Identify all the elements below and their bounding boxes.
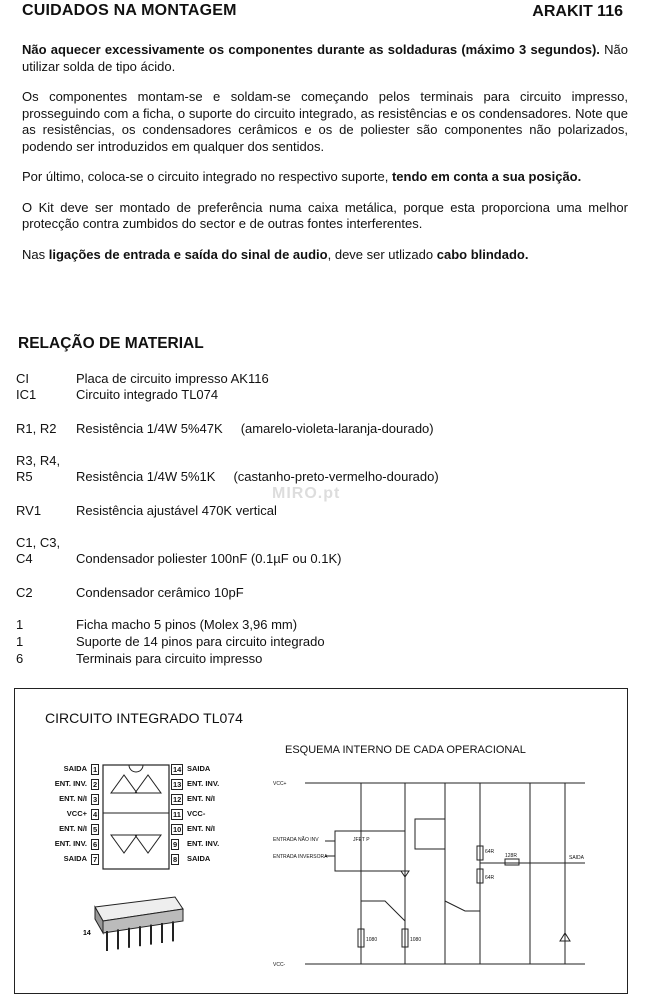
right-pin-number: 11 <box>173 810 181 819</box>
material-desc <box>76 585 262 601</box>
in-ni-label: ENTRADA NÃO INV <box>273 837 319 843</box>
material-desc <box>76 634 343 650</box>
diagram-box <box>14 688 628 994</box>
r1080a-label: 1080 <box>366 937 378 943</box>
r64a-label: 64R <box>485 849 495 855</box>
instructions <box>22 42 628 277</box>
r1080b-label: 1080 <box>410 937 422 943</box>
material-desc <box>76 535 94 551</box>
diagram-title: CIRCUITO INTEGRADO TL074 <box>45 710 243 726</box>
material-row <box>16 535 636 551</box>
product-code: ARAKIT 116 <box>532 3 623 20</box>
right-pin-number: 9 <box>173 840 178 849</box>
chip-pin-label: 14 <box>83 930 91 937</box>
right-pin-label: ENT. INV. <box>187 779 220 788</box>
material-desc <box>76 617 315 633</box>
page-header <box>22 2 623 24</box>
vcc-plus-label: VCC+ <box>273 781 287 787</box>
material-desc-text: Resistência 1/4W 5%47K <box>76 421 223 436</box>
paragraph-text: Por último, coloca-se o circuito integrado no respectivo suporte, <box>22 169 392 184</box>
right-pin-label: SAIDA <box>187 764 211 773</box>
material-row <box>16 387 636 403</box>
right-pin-number: 13 <box>173 780 182 789</box>
chip-illustration <box>75 887 185 967</box>
paragraph-text: Não utilizar solda de tipo ácido. <box>22 42 628 74</box>
left-pin-number: 7 <box>93 855 98 864</box>
watermark: MIRO.pt <box>272 485 341 502</box>
material-row <box>16 585 636 601</box>
material-row <box>16 469 636 485</box>
diagram-subtitle: ESQUEMA INTERNO DE CADA OPERACIONAL <box>285 744 526 756</box>
material-desc-text: Resistência ajustável 470K vertical <box>76 503 277 518</box>
paragraph-text: Os componentes montam-se e soldam-se começando pelos terminais para circuito impresso, prosseguindo com a ficha, o suporte do circuito integrado, as resistências e os condensadores. Note que as resistências, os condensadores cerâmicos e os de poliester são componentes não polarizados, podendo ser introduzidos em qualquer dos sentidos. <box>22 89 628 154</box>
left-pin-label: ENT. N/I <box>59 794 87 803</box>
paragraph-text: Nas <box>22 246 49 262</box>
right-pin-number: 8 <box>173 855 178 864</box>
material-code: IC1 <box>16 387 37 402</box>
material-row <box>16 551 636 567</box>
material-desc <box>76 551 359 567</box>
left-pin-number: 6 <box>93 840 98 849</box>
material-row <box>16 503 636 519</box>
in-inv-label: ENTRADA INVERSORA <box>273 854 328 860</box>
paragraph <box>22 200 628 233</box>
material-desc-text: Circuito integrado TL074 <box>76 387 219 402</box>
paragraph-text: ligações de entrada e saída do sinal de audio <box>48 246 328 262</box>
material-desc <box>76 453 94 469</box>
right-pin-number: 14 <box>173 765 182 774</box>
material-desc-text: Terminais para circuito impresso <box>76 651 263 666</box>
material-desc-text: Placa de circuito impresso AK116 <box>76 371 269 386</box>
right-pin-label: ENT. N/I <box>187 794 215 803</box>
material-code: 1 <box>16 617 24 632</box>
material-row <box>16 371 636 387</box>
material-code: 1 <box>16 634 24 649</box>
paragraph-text: , deve ser utlizado <box>327 246 437 262</box>
material-code: C4 <box>16 551 33 566</box>
material-desc <box>76 387 236 403</box>
material-code: 6 <box>16 651 24 666</box>
right-pin-label: ENT. N/I <box>187 824 215 833</box>
material-desc-text: Condensador poliester 100nF (0.1µF ou 0.1K) <box>76 551 342 566</box>
material-desc <box>76 503 295 519</box>
material-row <box>16 421 636 437</box>
left-pin-number: 2 <box>93 780 98 789</box>
left-pin-label: VCC+ <box>66 809 87 818</box>
vcc-minus-label: VCC- <box>273 962 286 968</box>
internal-schematic <box>265 761 595 981</box>
material-code: RV1 <box>16 503 42 518</box>
material-row <box>16 634 636 650</box>
left-pin-label: SAIDA <box>63 854 87 863</box>
material-code: C2 <box>16 585 33 600</box>
material-desc <box>76 651 280 667</box>
material-row <box>16 617 636 633</box>
left-pin-label: SAIDA <box>63 764 87 773</box>
material-desc-text: Condensador cerâmico 10pF <box>76 585 244 600</box>
right-pin-label: SAIDA <box>187 854 211 863</box>
right-pin-label: ENT. INV. <box>187 839 220 848</box>
out-label: SAIDA <box>569 855 585 861</box>
material-code: C1, C3, <box>16 535 61 550</box>
left-pin-number: 4 <box>93 810 98 819</box>
material-code: R3, R4, <box>16 453 61 468</box>
material-desc-text: Ficha macho 5 pinos (Molex 3,96 mm) <box>76 617 298 632</box>
left-pin-number: 5 <box>93 825 98 834</box>
material-desc <box>76 421 434 437</box>
paragraph <box>22 42 628 75</box>
paragraph <box>22 169 628 186</box>
material-desc <box>76 469 439 485</box>
paragraph-text: O Kit deve ser montado de preferência numa caixa metálica, porque esta proporciona uma melhor protecção contra zumbidos do sector e de outras fontes interferentes. <box>22 199 628 231</box>
paragraph <box>22 247 628 264</box>
paragraph-text: cabo blindado. <box>436 246 529 262</box>
paragraph-text: Não aquecer excessivamente os componentes durante as soldaduras (máximo 3 segundos). <box>22 42 600 57</box>
left-pin-number: 3 <box>93 795 98 804</box>
left-pin-label: ENT. INV. <box>54 839 87 848</box>
material-desc-text: Suporte de 14 pinos para circuito integrado <box>76 634 325 649</box>
left-pin-number: 1 <box>93 765 98 774</box>
material-desc-text: Resistência 1/4W 5%1K <box>76 469 216 484</box>
materials-title: RELAÇÃO DE MATERIAL <box>18 335 204 352</box>
r128-label: 128R <box>505 853 517 859</box>
material-desc <box>76 371 287 387</box>
right-pin-number: 10 <box>173 825 182 834</box>
material-code: CI <box>16 371 29 386</box>
left-pin-label: ENT. INV. <box>54 779 87 788</box>
material-row <box>16 651 636 667</box>
material-note: (amarelo-violeta-laranja-dourado) <box>240 421 434 436</box>
right-pin-label: VCC- <box>187 809 206 818</box>
pinout-diagram <box>19 763 249 883</box>
material-row <box>16 453 636 469</box>
paragraph <box>22 89 628 155</box>
jfet-label: JFET P <box>353 837 370 843</box>
material-note: (castanho-preto-vermelho-dourado) <box>233 469 439 484</box>
left-pin-label: ENT. N/I <box>59 824 87 833</box>
page-title: CUIDADOS NA MONTAGEM <box>22 2 237 19</box>
right-pin-number: 12 <box>173 795 182 804</box>
paragraph-text: tendo em conta a sua posição. <box>391 169 582 184</box>
r64b-label: 64R <box>485 875 495 881</box>
material-code: R5 <box>16 469 33 484</box>
material-code: R1, R2 <box>16 421 57 436</box>
